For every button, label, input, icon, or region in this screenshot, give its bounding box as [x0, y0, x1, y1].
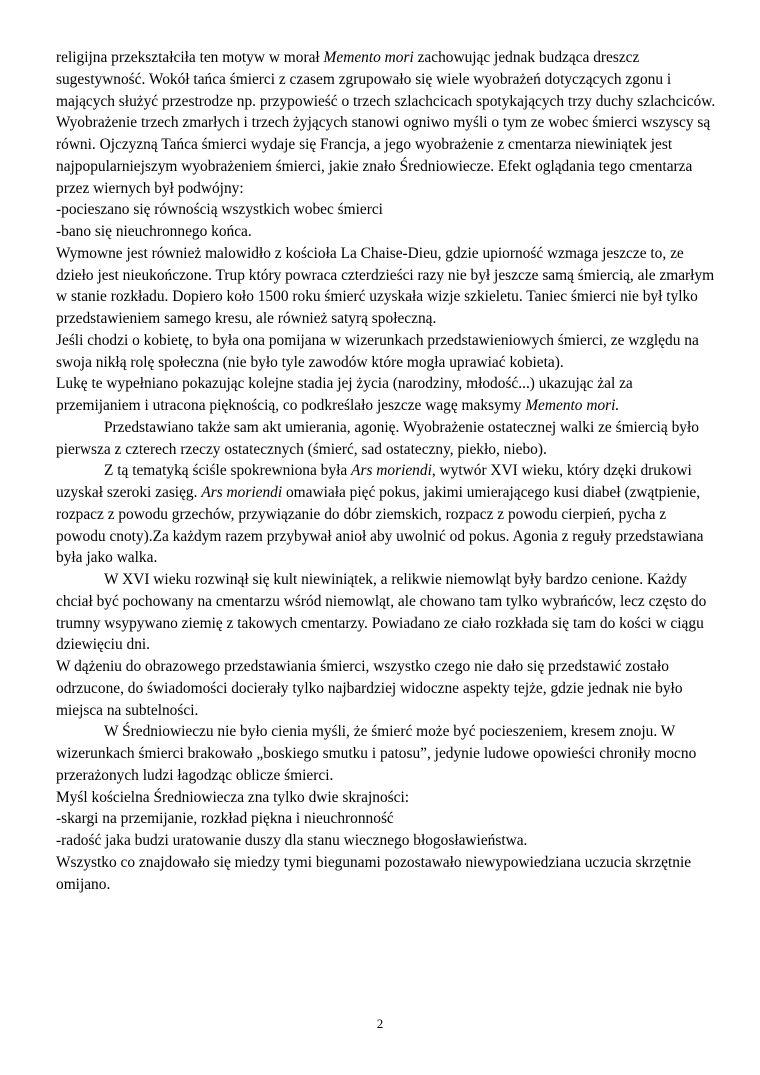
paragraph: Przedstawiano także sam akt umierania, agonię. Wyobrażenie ostatecznej walki ze śmiercią było pierwsza z czterech rzeczy ostatecznych (śmierć, sad ostateczny, piekło, niebo). — [56, 418, 699, 458]
list-line: -skargi na przemijanie, rozkład piękna i nieuchronność — [56, 810, 394, 828]
list-line: -bano się nieuchronnego końca. — [56, 223, 252, 240]
paragraph: Myśl kościelna Średniowiecza zna tylko dwie skrajności: — [56, 788, 410, 806]
paragraph: W XVI wieku rozwinął się kult niewiniątek, a relikwie niemowląt były bardzo cenione. Każdy chciał być pochowany na cmentarzu wśród niemowląt, ale chowano tam tylko wybrańców, lecz często do trumny wsypywano ziemię z takowych cmentarzy. Powiadano ze ciało rozkłada się tam do kości w ciągu dziewięciu dni. — [56, 571, 707, 654]
text-run: zachowując jednak budząca dreszcz sugestywność. Wokół tańca śmierci z czasem zgrupowało się wiele wyobrażeń dotyczących zgonu i mających służyć przestrodze np. przypowieść o trzech szlachcicach spotykających trzy duchy szlachciców. Wyobrażenie trzech zmarłych i trzech żyjących stanowi ogniwo myśli o tym ze wobec śmierci wszyscy są równi. Ojczyzną Tańca śmierci wydaje się Francja, a jego wyobrażenie z cmentarza niewiniątek jest najpopularniejszym wyobrażeniem śmierci, jakie znało Średniowiecze. Efekt oglądania tego cmentarza przez wiernych był podwójny: — [56, 49, 716, 197]
italic-term: Memento mori — [323, 49, 414, 66]
paragraph: W Średniowieczu nie było cienia myśli, że śmierć może być pocieszeniem, kresem znoju. W wizerunkach śmierci brakowało „boskiego smutku i patosu”, jedynie ludowe opowieści chroniły mocno przerażonych ludzi łagodząc oblicze śmierci. — [56, 723, 697, 784]
italic-term: Memento mori. — [525, 397, 620, 414]
paragraph: W dążeniu do obrazowego przedstawiania śmierci, wszystko czego nie dało się przedstawić zostało odrzucone, do świadomości docierały tylko najbardziej widoczne aspekty tejże, gdzie jednak nie było miejsca na subtelności. — [56, 658, 683, 719]
text-run: religijna przekształciła ten motyw w morał — [56, 49, 324, 66]
paragraph — [56, 460, 716, 569]
paragraph — [56, 47, 716, 199]
italic-term: Ars moriendi — [201, 484, 283, 501]
paragraph — [56, 373, 716, 417]
body-text — [56, 47, 716, 895]
text-run: Lukę te wypełniano pokazując kolejne stadia jej życia (narodziny, młodość...) ukazując żal za przemijaniem i utracona pięknością, co podkreślało jeszcze wagę maksymy — [56, 375, 633, 414]
page-number: 2 — [376, 1016, 384, 1031]
paragraph: Jeśli chodzi o kobietę, to była ona pomijana w wizerunkach przedstawieniowych śmierci, ze względu na swoja nikłą rolę społeczna (nie było tyle zawodów które mogła uprawiać kobieta). — [56, 331, 699, 371]
paragraph: Wymowne jest również malowidło z kościoła La Chaise-Dieu, gdzie upiorność wzmaga jeszcze to, ze dzieło jest nieukończone. Trup który powraca czterdzieści razy nie był jeszcze samą śmiercią, ale zmarłym w stanie rozkładu. Dopiero koło 1500 roku śmierć uzyskała wizje szkieletu. Taniec śmierci nie był tylko przedstawieniem samego kresu, ale również satyrą społeczną. — [56, 244, 715, 327]
italic-term: Ars moriendi — [351, 462, 432, 480]
text-run: , wytwór XVI wieku, który dzęki drukowi uzyskał szeroki zasięg. — [56, 462, 692, 501]
list-line: -radość jaka budzi uratowanie duszy dla stanu wiecznego błogosławieństwa. — [56, 832, 528, 849]
text-run: Z tą tematyką ściśle spokrewniona była — [104, 462, 352, 480]
text-run: omawiała pięć pokus, jakimi umierającego kusi diabeł (zwątpienie, rozpacz z powodu grzechów, przywiązanie do dóbr ziemskich, rozpacz z powodu cierpień, pycha z powodu cnoty).Za każdym razem przybywał anioł aby uwolnić od pokus. Agonia z reguły przedstawiana była jako walka. — [56, 484, 704, 567]
list-line: -pocieszano się równością wszystkich wobec śmierci — [56, 201, 383, 219]
paragraph: Wszystko co znajdowało się miedzy tymi biegunami pozostawało niewypowiedziana uczucia skrzętnie omijano. — [56, 853, 692, 893]
